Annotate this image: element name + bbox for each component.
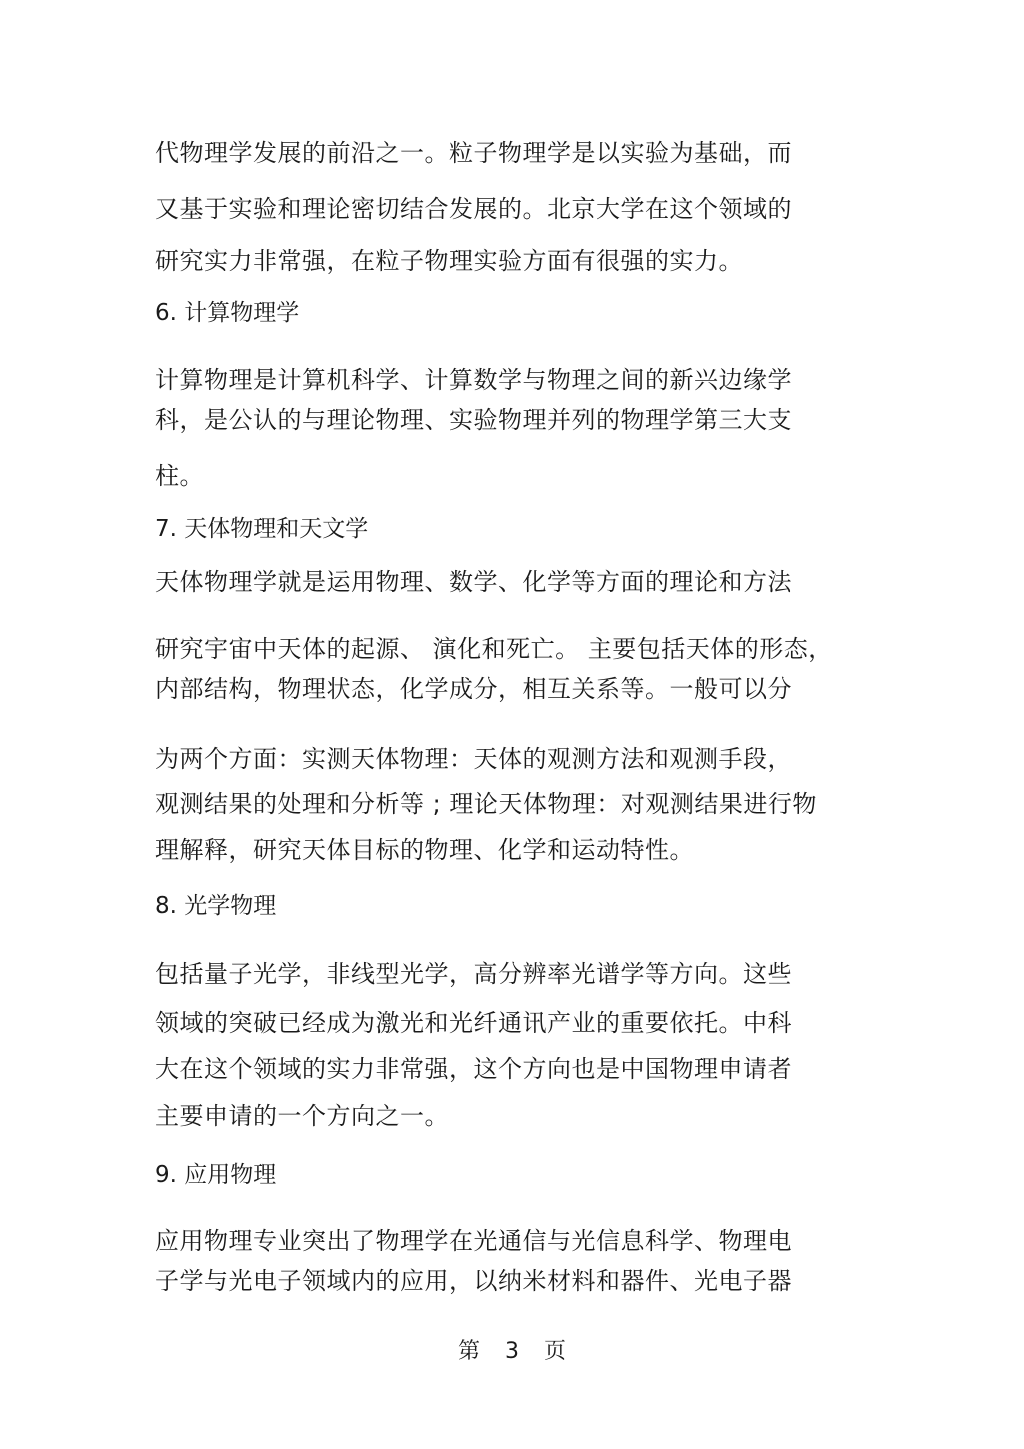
paragraph-line: 柱。 [155,462,204,490]
paragraph-line: 主要申请的一个方向之一。 [155,1102,449,1130]
section-heading-computational-physics: 6. 计算物理学 [155,300,300,326]
page-number: 第 3 页 [458,1339,566,1364]
paragraph-line: 计算物理是计算机科学、计算数学与物理之间的新兴边缘学 [155,366,792,394]
paragraph-line: 内部结构，物理状态，化学成分，相互关系等。一般可以分 [155,675,792,703]
paragraph-line: 又基于实验和理论密切结合发展的。北京大学在这个领域的 [155,195,792,223]
section-heading-optics: 8. 光学物理 [155,893,277,919]
paragraph-line: 科，是公认的与理论物理、实验物理并列的物理学第三大支 [155,406,792,434]
paragraph-line: 天体物理学就是运用物理、数学、化学等方面的理论和方法 [155,568,792,596]
section-heading-astrophysics: 7. 天体物理和天文学 [155,516,369,542]
paragraph-line: 为两个方面：实测天体物理：天体的观测方法和观测手段， [155,745,792,773]
paragraph-line: 观测结果的处理和分析等 ; 理论天体物理：对观测结果进行物 [155,790,817,818]
paragraph-line: 代物理学发展的前沿之一。粒子物理学是以实验为基础，而 [155,139,792,167]
paragraph-line: 包括量子光学，非线型光学，高分辨率光谱学等方向。这些 [155,960,792,988]
paragraph-line: 理解释，研究天体目标的物理、化学和运动特性。 [155,836,694,864]
paragraph-line: 大在这个领域的实力非常强，这个方向也是中国物理申请者 [155,1055,792,1083]
paragraph-line: 研究实力非常强，在粒子物理实验方面有很强的实力。 [155,247,743,275]
paragraph-line: 研究宇宙中天体的起源、 演化和死亡。 主要包括天体的形态， [155,635,833,663]
section-heading-applied-physics: 9. 应用物理 [155,1162,277,1188]
paragraph-line: 应用物理专业突出了物理学在光通信与光信息科学、物理电 [155,1227,792,1255]
paragraph-line: 领域的突破已经成为激光和光纤通讯产业的重要依托。中科 [155,1009,792,1037]
paragraph-line: 子学与光电子领域内的应用，以纳米材料和器件、光电子器 [155,1267,792,1295]
